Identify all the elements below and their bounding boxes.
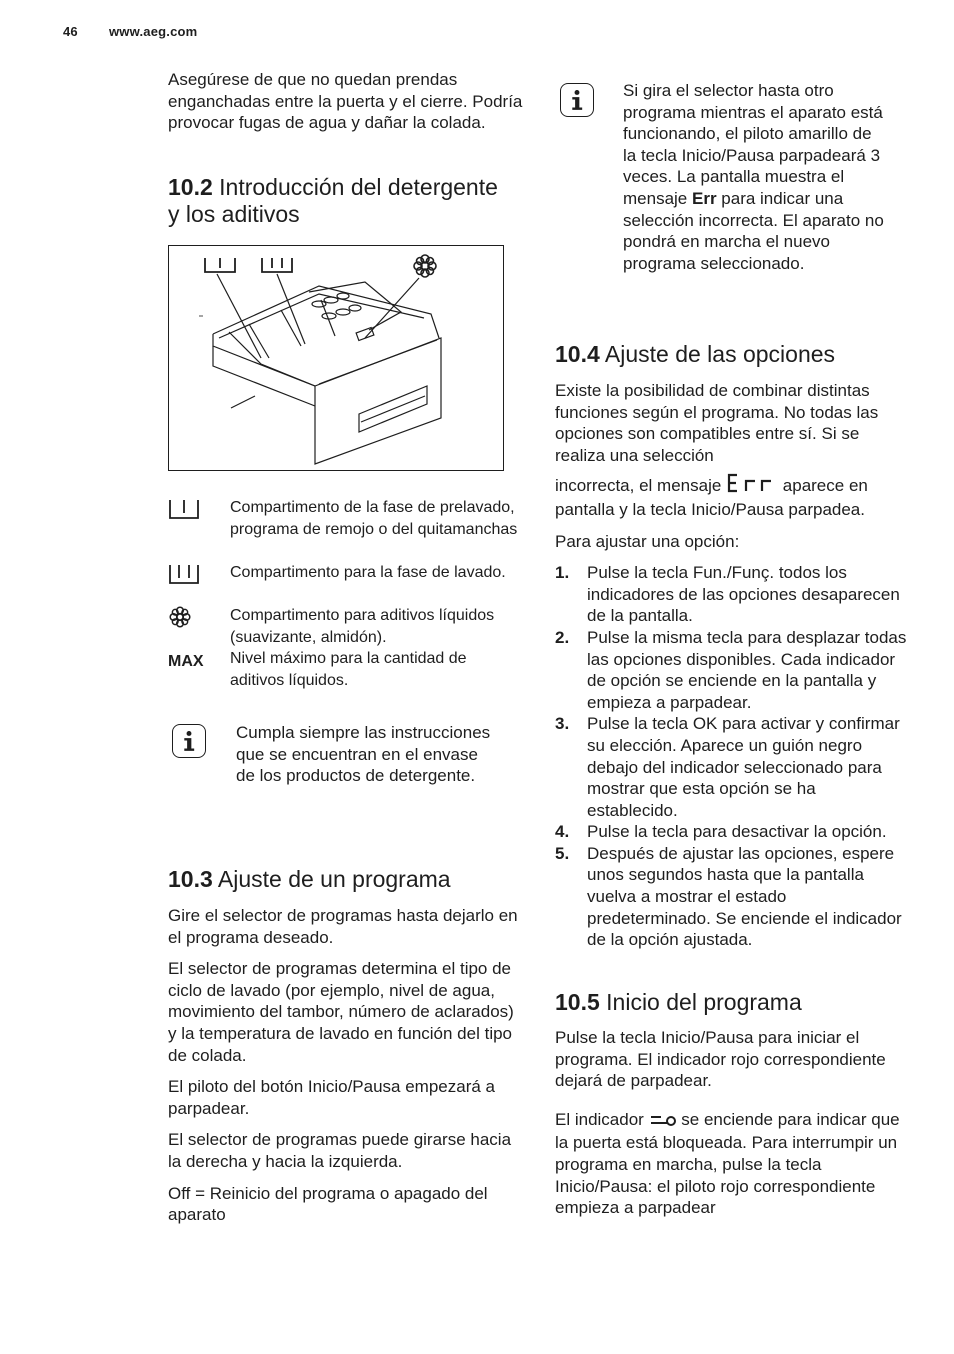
flower-icon: [168, 605, 218, 636]
door-lock-icon: [649, 1111, 677, 1133]
options-steps-list: [555, 562, 910, 951]
intro-paragraph: Asegúrese de que no quedan prendas enganchadas entre la puerta y el cierre. Podría provocar fugas de agua y dañar la colada.: [168, 70, 523, 133]
list-item: 3. Pulse la tecla OK para activar y confirmar su elección. Aparece un guión negro debajo del indicador seleccionado para mostrar que esta opción se ha establecido.: [555, 714, 900, 820]
paragraph: Gire el selector de programas hasta dejarlo en el programa deseado.: [168, 906, 518, 947]
list-item: 1. Pulse la tecla Fun./Funç. todos los indicadores de las opciones desaparecen de la pantalla.: [555, 563, 900, 626]
section-10-3-body: [168, 905, 524, 1236]
detergent-dispenser-illustration: [168, 245, 504, 471]
max-label: MAX: [168, 653, 204, 670]
section-10-2-heading: 10.2 Introducción del detergente y los aditivos: [168, 174, 498, 227]
info-icon: [560, 83, 594, 117]
list-item: 4. Pulse la tecla para desactivar la opción.: [555, 822, 887, 842]
legend-row-wash: Compartimento para la fase de lavado.: [168, 562, 518, 606]
note-detergent-instructions: Cumpla siempre las instrucciones que se encuentran en el envase de los productos de detergente.: [236, 723, 491, 786]
list-item: 5. Después de ajustar las opciones, espere unos segundos hasta que la pantalla vuelva a mostrar el estado predeterminado. Se enciende el indicador de la opción ajustada.: [555, 843, 902, 950]
prewash-symbol: [205, 258, 235, 272]
err-code: Err: [691, 188, 717, 208]
section-10-4-body: Existe la posibilidad de combinar distintas funciones según el programa. No todas las opciones son compatibles entre sí. Si se realiza una selección incorrecta, el mensaje aparece en pantalla y la tecla Inicio/Pausa parpadea. Para ajustar una opción: 1. Pulse la tecla Fun./Funç. todos los indicadores de las opciones desaparecen de la pantalla. 2. Pulse la misma tecla para desplazar todas las opciones disponibles. Cada indicador de opción se enciende en la pantalla y empieza a parpadear. 3. Pulse la tecla OK para activar y confirmar su elección. Aparece un guión negro debajo del indicador seleccionado para mostrar que esta opción se ha establecido. 4. Pulse la tecla para desactivar la opción. 5. Después de ajustar las opciones, espere unos segundos hasta que la pantalla vuelva a mostrar el estado predeterminado. Se enciende el indicador de la opción ajustada.: [555, 380, 910, 951]
site-url: www.aeg.com: [109, 24, 198, 39]
list-item: 2. Pulse la misma tecla para desplazar todas las opciones disponibles. Cada indicador de opción se enciende en la pantalla y empieza a parpadear.: [555, 627, 907, 712]
info-icon: [172, 724, 206, 758]
paragraph: El selector de programas determina el tipo de ciclo de lavado (por ejemplo, nivel de agua, movimiento del tambor, número de aclarados) y la temperatura de lavado en función del tipo de colada.: [168, 959, 514, 1065]
section-10-5-heading: 10.5 Inicio del programa: [555, 989, 802, 1015]
wash-symbol: [262, 258, 292, 272]
wash-compartment-icon: [168, 562, 218, 593]
note-program-change: Si gira el selector hasta otro programa mientras el aparato está funcionando, el piloto amarillo de la tecla Inicio/Pausa parpadeará 3 veces. La pantalla muestra el mensaje Err para indicar una selección incorrecta. El aparato no pondrá en marcha el nuevo programa seleccionado.: [623, 81, 884, 273]
page-number: 46: [63, 24, 78, 39]
section-10-4-heading: 10.4 Ajuste de las opciones: [555, 341, 836, 367]
legend-row-max: MAX Nivel máximo para la cantidad de aditivos líquidos.: [168, 650, 467, 689]
paragraph: El selector de programas puede girarse hacia la derecha y hacia la izquierda.: [168, 1130, 512, 1171]
prewash-compartment-icon: [168, 497, 218, 528]
err-display-icon: [726, 473, 778, 499]
section-10-3-heading: 10.3 Ajuste de un programa: [168, 866, 451, 892]
section-10-5-body: Pulse la tecla Inicio/Pausa para iniciar el programa. El indicador rojo correspondiente dejará de parpadear. El indicador se enciende para indicar que la puerta está bloqueada. Para interrumpir un programa en marcha, pulse la tecla Inicio/Pausa: el piloto rojo correspondiente empieza a parpadear: [555, 1028, 900, 1218]
flower-symbol: [414, 255, 436, 277]
legend-row-liquid-additives: Compartimento para aditivos líquidos (suavizante, almidón).: [168, 605, 518, 649]
paragraph: El piloto del botón Inicio/Pausa empezará a parpadear.: [168, 1077, 495, 1118]
paragraph: Off = Reinicio del programa o apagado del aparato: [168, 1183, 488, 1225]
legend-row-prewash: Compartimento de la fase de prelavado, programa de remojo o del quitamanchas: [168, 497, 518, 563]
